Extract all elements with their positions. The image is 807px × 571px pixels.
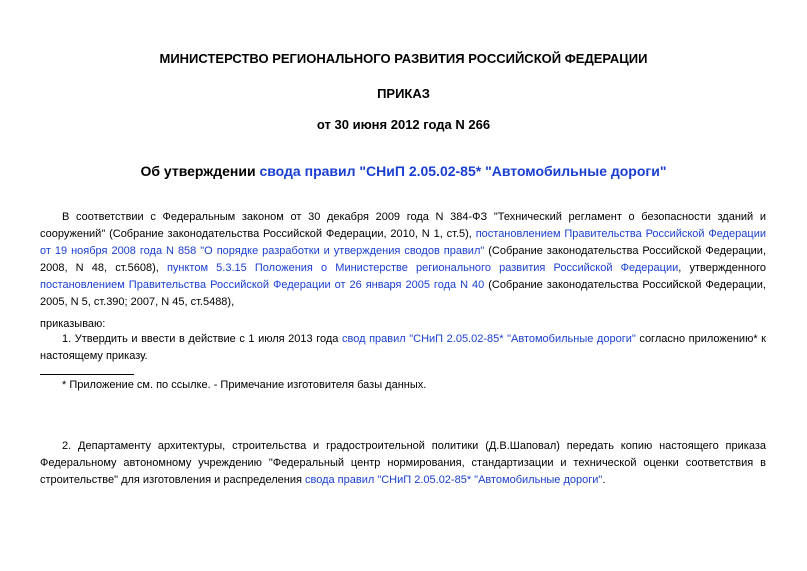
item-2-text-2: . <box>602 474 606 486</box>
item-1-link[interactable]: свод правил "СНиП 2.05.02-85* "Автомобильные дороги" <box>341 333 636 345</box>
preamble-text-1: В соответствии с Федеральным законом от 30 декабря 2009 года N 384-ФЗ "Технический регламент о безопасности зданий и сооружений" (Собрание законодательства Российской Федерации, 2010, N 1, ст.5), <box>40 211 766 240</box>
item-1-text-1: 1. Утвердить и ввести в действие с 1 июля 2013 года <box>62 333 342 345</box>
title-prefix: Об утверждении <box>140 163 260 179</box>
preamble-link-decree-40[interactable]: постановлением Правительства Российской Федерации от 26 января 2005 года N 40 <box>40 279 485 291</box>
item-2-paragraph <box>40 438 766 489</box>
preamble-link-clause-5-3-15[interactable]: пунктом 5.3.15 Положения о Министерстве регионального развития Российской Федерации <box>166 262 679 274</box>
item-1-text-2: согласно приложению* к настоящему приказу. <box>40 333 766 362</box>
preamble-text-3: , утвержденного <box>678 262 767 274</box>
item-2-link[interactable]: свода правил "СНиП 2.05.02-85* "Автомобильные дороги" <box>304 474 603 486</box>
item-1-paragraph <box>40 331 766 365</box>
preamble-text-2: (Собрание законодательства Российской Федерации, 2008, N 48, ст.5608), <box>40 245 767 274</box>
footnote-divider <box>40 374 134 375</box>
preamble-link-decree-858[interactable]: постановлением Правительства Российской Федерации от 19 ноября 2008 года N 858 "О порядке разработки и утверждения сводов правил" <box>40 228 766 257</box>
ministry-heading: МИНИСТЕРСТВО РЕГИОНАЛЬНОГО РАЗВИТИЯ РОССИЙСКОЙ ФЕДЕРАЦИИ <box>159 51 648 66</box>
item-2-text-1: 2. Департаменту архитектуры, строительства и градостроительной политики (Д.В.Шаповал) передать копию настоящего приказа Федеральному автономному учреждению "Федеральный центр нормирования, стандартизации и технической оценки соответствия в строительстве" для изготовления и распределения <box>40 440 766 486</box>
doc-type-heading: ПРИКАЗ <box>377 86 430 101</box>
order-word: приказываю: <box>40 318 106 330</box>
preamble-text-4: (Собрание законодательства Российской Федерации, 2005, N 5, ст.390; 2007, N 45, ст.5488), <box>40 279 766 308</box>
title-link[interactable]: свода правил "СНиП 2.05.02-85* "Автомобильные дороги" <box>259 163 667 179</box>
document-title <box>0 163 807 180</box>
preamble-paragraph <box>40 209 766 311</box>
footnote: * Приложение см. по ссылке. - Примечание изготовителя базы данных. <box>62 379 427 391</box>
date-number-heading: от 30 июня 2012 года N 266 <box>316 117 491 132</box>
